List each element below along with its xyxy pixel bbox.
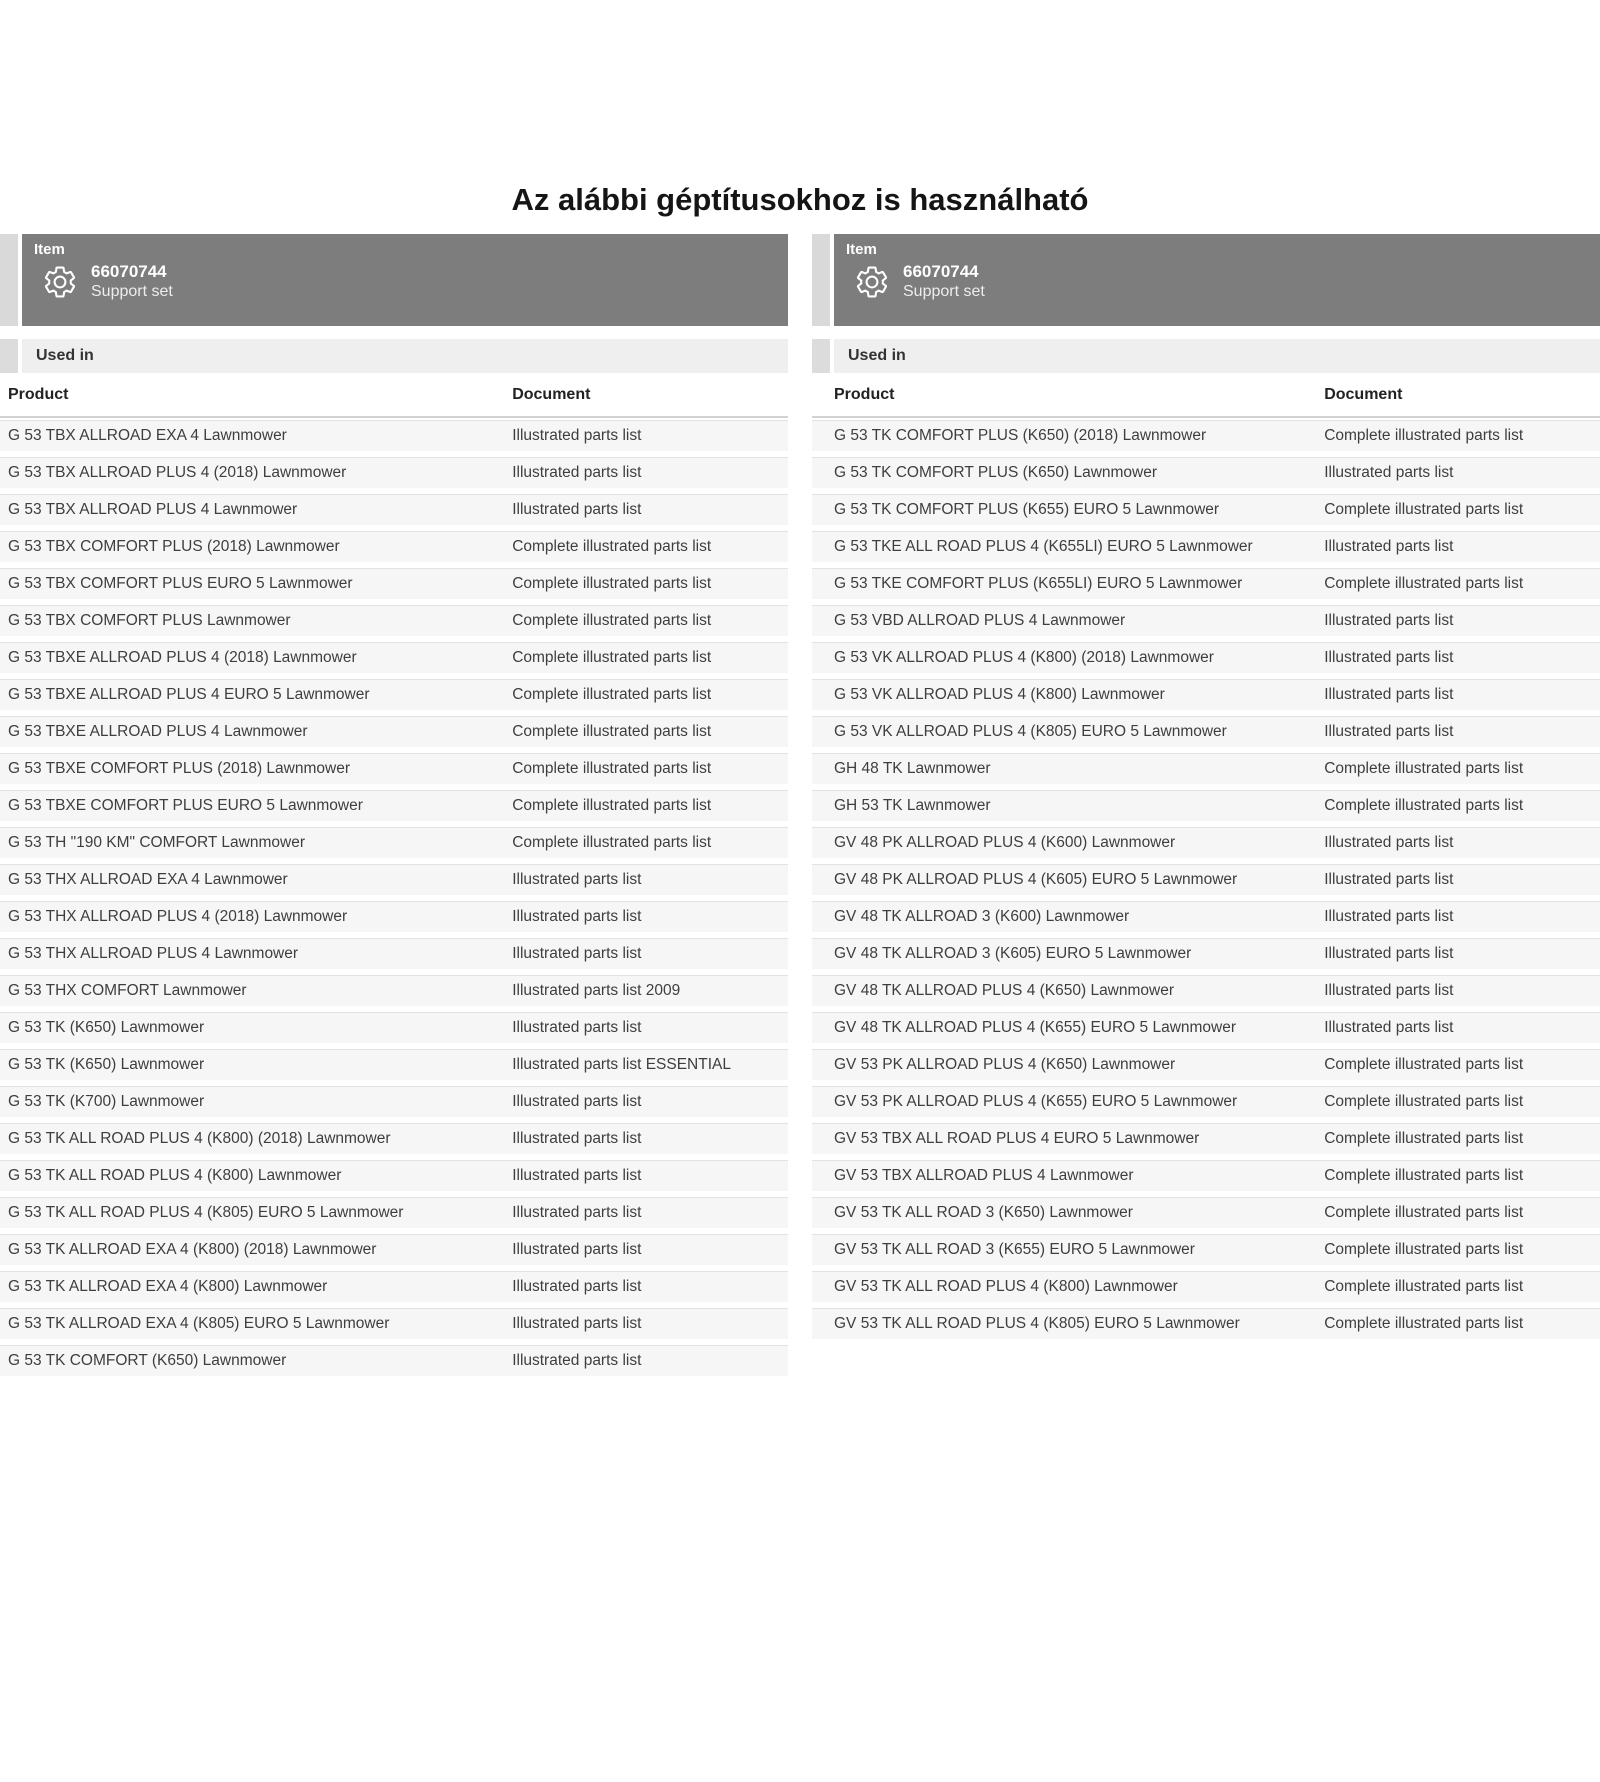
document-cell: Complete illustrated parts list	[512, 760, 712, 777]
table-row[interactable]	[812, 716, 1600, 747]
document-cell: Illustrated parts list 2009	[512, 982, 681, 999]
item-summary	[846, 261, 1588, 302]
document-cell: Illustrated parts list	[512, 908, 642, 925]
document-cell: Illustrated parts list	[512, 1130, 642, 1147]
product-cell: GV 53 TK ALL ROAD PLUS 4 (K800) Lawnmower	[834, 1278, 1178, 1295]
used-in-header	[22, 339, 788, 373]
document-cell: Complete illustrated parts list	[1324, 501, 1524, 518]
panel-left-strip	[0, 234, 18, 326]
table-header-row	[812, 373, 1600, 418]
item-header-box	[834, 234, 1600, 326]
table-row[interactable]	[812, 753, 1600, 784]
table-row[interactable]	[812, 679, 1600, 710]
used-in-square	[812, 339, 830, 373]
document-cell: Complete illustrated parts list	[1324, 1093, 1524, 1110]
document-cell: Illustrated parts list	[1324, 871, 1454, 888]
column-header-product: Product	[8, 385, 69, 403]
table-row[interactable]	[812, 642, 1600, 673]
document-cell: Illustrated parts list	[512, 1241, 642, 1258]
table-row[interactable]	[812, 1308, 1600, 1339]
document-cell: Illustrated parts list	[512, 871, 642, 888]
document-cell: Complete illustrated parts list	[512, 834, 712, 851]
item-header-row	[812, 234, 1600, 326]
table-row[interactable]	[0, 1123, 788, 1154]
table-rows	[0, 420, 788, 1376]
product-cell: G 53 TBX COMFORT PLUS Lawnmower	[8, 612, 291, 629]
product-cell: G 53 TK COMFORT PLUS (K650) Lawnmower	[834, 464, 1158, 481]
product-cell: G 53 VBD ALLROAD PLUS 4 Lawnmower	[834, 612, 1126, 629]
table-row[interactable]	[812, 975, 1600, 1006]
document-cell: Illustrated parts list	[1324, 686, 1454, 703]
column-header-document: Document	[1324, 385, 1403, 403]
table-row[interactable]	[812, 605, 1600, 636]
product-cell: G 53 TBXE COMFORT PLUS (2018) Lawnmower	[8, 760, 350, 777]
table-row[interactable]	[812, 1086, 1600, 1117]
used-in-row	[0, 339, 788, 373]
document-cell: Complete illustrated parts list	[512, 575, 712, 592]
table-row[interactable]	[812, 901, 1600, 932]
product-cell: G 53 TH "190 KM" COMFORT Lawnmower	[8, 834, 305, 851]
document-cell: Complete illustrated parts list	[1324, 1241, 1524, 1258]
document-cell: Illustrated parts list	[1324, 464, 1454, 481]
table-row[interactable]	[812, 827, 1600, 858]
table-row[interactable]	[0, 864, 788, 895]
document-cell: Complete illustrated parts list	[1324, 1130, 1524, 1147]
product-cell: G 53 TKE ALL ROAD PLUS 4 (K655LI) EURO 5 Lawnmower	[834, 538, 1253, 555]
table-row[interactable]	[0, 827, 788, 858]
table-row[interactable]	[0, 420, 788, 451]
document-cell: Illustrated parts list	[1324, 982, 1454, 999]
panel-right-strip	[812, 234, 830, 326]
product-cell: G 53 VK ALLROAD PLUS 4 (K800) Lawnmower	[834, 686, 1165, 703]
product-cell: GV 53 PK ALLROAD PLUS 4 (K655) EURO 5 Lawnmower	[834, 1093, 1238, 1110]
used-in-label: Used in	[36, 347, 94, 364]
table-row[interactable]	[812, 457, 1600, 488]
product-cell: G 53 TBX ALLROAD PLUS 4 (2018) Lawnmower	[8, 464, 347, 481]
document-cell: Complete illustrated parts list	[1324, 1315, 1524, 1332]
item-header-box	[22, 234, 788, 326]
panel-left	[0, 234, 788, 1382]
document-cell: Complete illustrated parts list	[512, 612, 712, 629]
table-row[interactable]	[812, 568, 1600, 599]
table-row[interactable]	[0, 568, 788, 599]
product-cell: G 53 THX ALLROAD PLUS 4 Lawnmower	[8, 945, 299, 962]
document-cell: Complete illustrated parts list	[512, 723, 712, 740]
document-cell: Illustrated parts list	[1324, 1019, 1454, 1036]
table-row[interactable]	[0, 1308, 788, 1339]
gear-icon	[42, 264, 78, 300]
table-row[interactable]	[0, 1197, 788, 1228]
table-row[interactable]	[812, 1197, 1600, 1228]
product-cell: G 53 TK ALL ROAD PLUS 4 (K800) Lawnmower	[8, 1167, 342, 1184]
table-row[interactable]	[0, 753, 788, 784]
panel-right	[812, 234, 1600, 1382]
table-row[interactable]	[0, 1271, 788, 1302]
page-title: Az alábbi géptítusokhoz is használható	[511, 182, 1089, 217]
table-row[interactable]	[812, 1160, 1600, 1191]
product-cell: G 53 TK (K650) Lawnmower	[8, 1056, 205, 1073]
document-cell: Illustrated parts list	[512, 1278, 642, 1295]
product-cell: G 53 TKE COMFORT PLUS (K655LI) EURO 5 Lawnmower	[834, 575, 1243, 592]
product-cell: GV 48 TK ALLROAD 3 (K605) EURO 5 Lawnmower	[834, 945, 1192, 962]
document-cell: Complete illustrated parts list	[1324, 797, 1524, 814]
table-row[interactable]	[0, 1086, 788, 1117]
column-header-product: Product	[834, 385, 895, 403]
table-row[interactable]	[812, 790, 1600, 821]
document-cell: Illustrated parts list	[512, 464, 642, 481]
table-row[interactable]	[0, 975, 788, 1006]
product-cell: G 53 THX ALLROAD PLUS 4 (2018) Lawnmower	[8, 908, 348, 925]
product-cell: GH 53 TK Lawnmower	[834, 797, 991, 814]
product-cell: G 53 TBXE ALLROAD PLUS 4 (2018) Lawnmower	[8, 649, 357, 666]
product-cell: G 53 TK (K700) Lawnmower	[8, 1093, 205, 1110]
document-cell: Complete illustrated parts list	[1324, 1056, 1524, 1073]
table-row[interactable]	[0, 1049, 788, 1080]
product-cell: GH 48 TK Lawnmower	[834, 760, 991, 777]
document-cell: Complete illustrated parts list	[512, 538, 712, 555]
product-cell: G 53 VK ALLROAD PLUS 4 (K805) EURO 5 Lawnmower	[834, 723, 1227, 740]
document-cell: Complete illustrated parts list	[1324, 1278, 1524, 1295]
table-row[interactable]	[0, 457, 788, 488]
table-row[interactable]	[812, 1123, 1600, 1154]
document-cell: Illustrated parts list	[1324, 612, 1454, 629]
table-row[interactable]	[0, 605, 788, 636]
document-cell: Illustrated parts list	[512, 1019, 642, 1036]
table-row[interactable]	[812, 420, 1600, 451]
product-cell: GV 53 TK ALL ROAD 3 (K655) EURO 5 Lawnmower	[834, 1241, 1195, 1258]
product-cell: G 53 TK COMFORT (K650) Lawnmower	[8, 1352, 287, 1369]
table-row[interactable]	[0, 494, 788, 525]
item-number: 66070744	[903, 262, 979, 281]
product-cell: G 53 TK ALLROAD EXA 4 (K805) EURO 5 Lawnmower	[8, 1315, 390, 1332]
product-cell: G 53 TBXE ALLROAD PLUS 4 Lawnmower	[8, 723, 308, 740]
item-label: Item	[34, 241, 65, 258]
product-cell: G 53 TBXE COMFORT PLUS EURO 5 Lawnmower	[8, 797, 363, 814]
item-id-block	[903, 261, 985, 302]
document-cell: Illustrated parts list	[512, 1204, 642, 1221]
table-row[interactable]	[812, 494, 1600, 525]
item-id-block	[91, 261, 173, 302]
document-cell: Complete illustrated parts list	[512, 686, 712, 703]
document-cell: Illustrated parts list	[1324, 945, 1454, 962]
table-row[interactable]	[0, 679, 788, 710]
product-cell: G 53 THX COMFORT Lawnmower	[8, 982, 247, 999]
document-cell: Complete illustrated parts list	[512, 797, 712, 814]
panels-container	[0, 234, 1600, 1382]
table-row[interactable]	[0, 901, 788, 932]
item-label: Item	[846, 241, 877, 258]
product-cell: G 53 TBX COMFORT PLUS (2018) Lawnmower	[8, 538, 340, 555]
item-number: 66070744	[91, 262, 167, 281]
product-cell: GV 53 TBX ALLROAD PLUS 4 Lawnmower	[834, 1167, 1134, 1184]
product-cell: GV 53 PK ALLROAD PLUS 4 (K650) Lawnmower	[834, 1056, 1176, 1073]
item-type: Support set	[91, 283, 173, 301]
document-cell: Illustrated parts list	[512, 1315, 642, 1332]
table-row[interactable]	[0, 790, 788, 821]
product-cell: GV 53 TK ALL ROAD PLUS 4 (K805) EURO 5 Lawnmower	[834, 1315, 1240, 1332]
product-cell: G 53 TK ALLROAD EXA 4 (K800) (2018) Lawnmower	[8, 1241, 377, 1258]
table-row[interactable]	[0, 642, 788, 673]
document-cell: Illustrated parts list	[1324, 538, 1454, 555]
used-in-row	[812, 339, 1600, 373]
document-cell: Illustrated parts list	[512, 1167, 642, 1184]
table-row[interactable]	[0, 1345, 788, 1376]
product-cell: G 53 TK (K650) Lawnmower	[8, 1019, 205, 1036]
product-cell: G 53 TK ALL ROAD PLUS 4 (K800) (2018) Lawnmower	[8, 1130, 391, 1147]
table-row[interactable]	[812, 1234, 1600, 1265]
product-cell: G 53 TBX ALLROAD PLUS 4 Lawnmower	[8, 501, 298, 518]
document-cell: Illustrated parts list	[512, 1093, 642, 1110]
product-cell: G 53 TBXE ALLROAD PLUS 4 EURO 5 Lawnmower	[8, 686, 370, 703]
document-cell: Illustrated parts list	[1324, 723, 1454, 740]
table-header-row	[0, 373, 788, 418]
item-type: Support set	[903, 283, 985, 301]
table-row[interactable]	[812, 864, 1600, 895]
table-row[interactable]	[0, 531, 788, 562]
document-cell: Complete illustrated parts list	[1324, 1204, 1524, 1221]
table-row[interactable]	[0, 1234, 788, 1265]
product-cell: G 53 TK ALLROAD EXA 4 (K800) Lawnmower	[8, 1278, 328, 1295]
document-cell: Illustrated parts list	[1324, 908, 1454, 925]
item-summary	[34, 261, 776, 302]
product-cell: G 53 TK COMFORT PLUS (K655) EURO 5 Lawnmower	[834, 501, 1220, 518]
document-cell: Illustrated parts list	[512, 945, 642, 962]
used-in-square	[0, 339, 18, 373]
document-cell: Complete illustrated parts list	[512, 649, 712, 666]
table-rows	[812, 420, 1600, 1339]
product-cell: G 53 THX ALLROAD EXA 4 Lawnmower	[8, 871, 288, 888]
product-cell: G 53 TBX ALLROAD EXA 4 Lawnmower	[8, 427, 287, 444]
product-cell: G 53 VK ALLROAD PLUS 4 (K800) (2018) Lawnmower	[834, 649, 1214, 666]
product-cell: GV 48 TK ALLROAD PLUS 4 (K655) EURO 5 Lawnmower	[834, 1019, 1237, 1036]
table-row[interactable]	[812, 1049, 1600, 1080]
table-row[interactable]	[812, 1271, 1600, 1302]
document-cell: Complete illustrated parts list	[1324, 575, 1524, 592]
product-cell: GV 48 TK ALLROAD PLUS 4 (K650) Lawnmower	[834, 982, 1175, 999]
table-row[interactable]	[0, 716, 788, 747]
table-row[interactable]	[812, 531, 1600, 562]
table-row[interactable]	[0, 1012, 788, 1043]
product-cell: G 53 TBX COMFORT PLUS EURO 5 Lawnmower	[8, 575, 353, 592]
document-cell: Illustrated parts list	[1324, 834, 1454, 851]
product-cell: G 53 TK COMFORT PLUS (K650) (2018) Lawnmower	[834, 427, 1207, 444]
document-cell: Illustrated parts list ESSENTIAL	[512, 1056, 731, 1073]
document-cell: Illustrated parts list	[1324, 649, 1454, 666]
table-row[interactable]	[812, 1012, 1600, 1043]
document-cell: Illustrated parts list	[512, 1352, 642, 1369]
product-cell: G 53 TK ALL ROAD PLUS 4 (K805) EURO 5 Lawnmower	[8, 1204, 404, 1221]
product-cell: GV 53 TK ALL ROAD 3 (K650) Lawnmower	[834, 1204, 1133, 1221]
product-cell: GV 48 PK ALLROAD PLUS 4 (K605) EURO 5 Lawnmower	[834, 871, 1238, 888]
document-cell: Illustrated parts list	[512, 427, 642, 444]
document-cell: Illustrated parts list	[512, 501, 642, 518]
table-row[interactable]	[0, 938, 788, 969]
table-row[interactable]	[812, 938, 1600, 969]
column-header-document: Document	[512, 385, 591, 403]
document-cell: Complete illustrated parts list	[1324, 760, 1524, 777]
item-header-row	[0, 234, 788, 326]
document-cell: Complete illustrated parts list	[1324, 427, 1524, 444]
gear-icon	[854, 264, 890, 300]
table-row[interactable]	[0, 1160, 788, 1191]
used-in-label: Used in	[848, 347, 906, 364]
product-cell: GV 48 PK ALLROAD PLUS 4 (K600) Lawnmower	[834, 834, 1176, 851]
used-in-header	[834, 339, 1600, 373]
product-cell: GV 48 TK ALLROAD 3 (K600) Lawnmower	[834, 908, 1130, 925]
document-cell: Complete illustrated parts list	[1324, 1167, 1524, 1184]
product-cell: GV 53 TBX ALL ROAD PLUS 4 EURO 5 Lawnmower	[834, 1130, 1200, 1147]
